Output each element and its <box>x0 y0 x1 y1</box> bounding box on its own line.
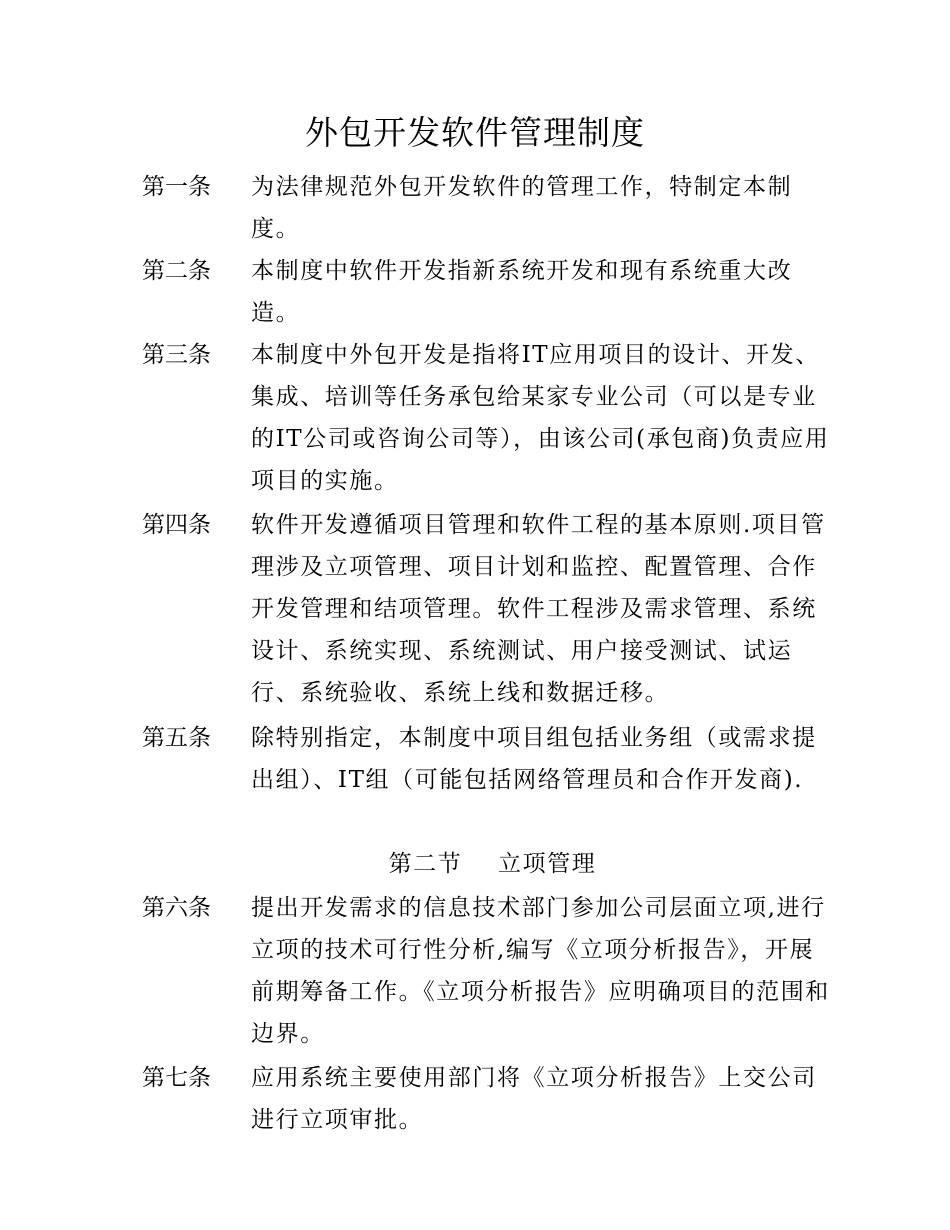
article-label: 第五条 <box>142 725 211 751</box>
article-label: 第六条 <box>142 895 211 921</box>
article-text: 软件开发遵循项目管理和软件工程的基本原则.项目管理涉及立项管理、项目计划和监控、配置管理、合作开发管理和结项管理。软件工程涉及需求管理、系统设计、系统实现、系统测试、用户接受测试、试运行、系统验收、系统上线和数据迁移。 <box>251 512 826 706</box>
article-text: 提出开发需求的信息技术部门参加公司层面立项,进行立项的技术可行性分析,编写《立项分析报告》，开展前期筹备工作。《立项分析报告》应明确项目的范围和边界。 <box>251 895 830 1047</box>
article-text: 除特别指定，本制度中项目组包括业务组（或需求提出组）、IT组（可能包括网络管理员和合作开发商). <box>251 725 817 793</box>
section-heading: 第二节 立项管理 <box>388 851 597 877</box>
article-label: 第三条 <box>142 342 211 368</box>
article-label: 第二条 <box>142 258 211 284</box>
article-text: 应用系统主要使用部门将《立项分析报告》上交公司进行立项审批。 <box>251 1065 817 1133</box>
article-label: 第四条 <box>142 512 211 538</box>
article-label: 第一条 <box>142 174 211 200</box>
article-label: 第七条 <box>142 1065 211 1091</box>
document-title: 外包开发软件管理制度 <box>305 113 645 152</box>
article-text: 本制度中软件开发指新系统开发和现有系统重大改造。 <box>251 258 793 326</box>
article-text: 本制度中外包开发是指将IT应用项目的设计、开发、集成、培训等任务承包给某家专业公司（可以是专业的IT公司或咨询公司等），由该公司(承包商)负责应用项目的实施。 <box>251 342 830 494</box>
article-text: 为法律规范外包开发软件的管理工作，特制定本制度。 <box>251 174 793 242</box>
